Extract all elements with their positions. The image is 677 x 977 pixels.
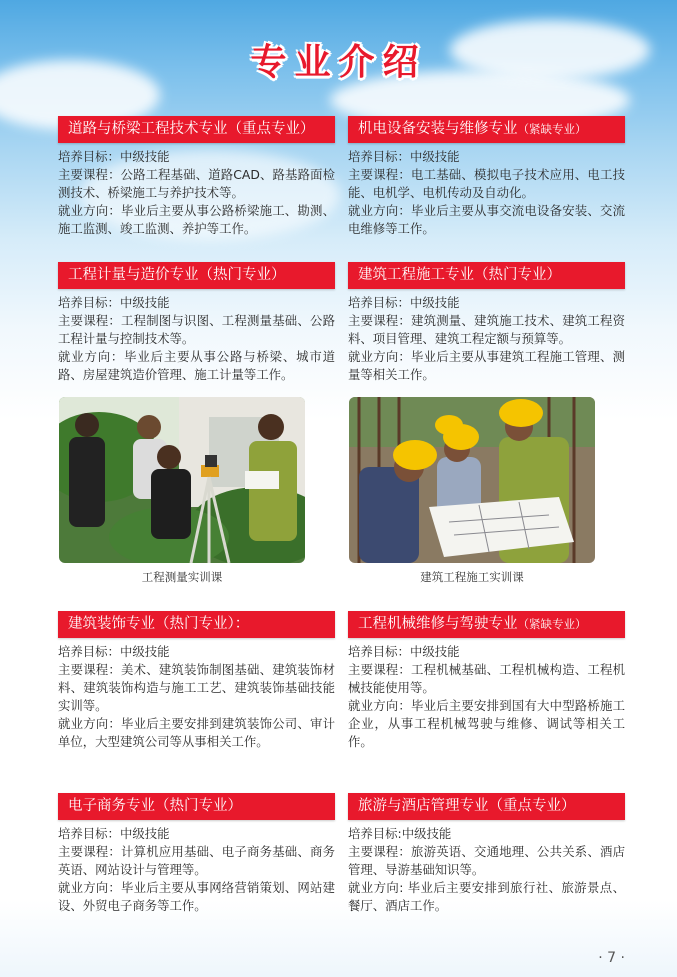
program-career: 就业方向：毕业后主要从事建筑工程施工管理、测量等相关工作。: [348, 349, 625, 382]
program-header: 建筑工程施工专业（热门专业）: [348, 262, 625, 289]
program-section: [58, 793, 335, 915]
program-courses: 主要课程：工程制图与识图、工程测量基础、公路工程计量与控制技术等。: [58, 313, 335, 346]
program-career: 就业方向：毕业后主要从事公路与桥梁、城市道路、房屋建筑造价管理、施工计量等工作。: [58, 349, 335, 382]
construction-illustration: [349, 397, 595, 563]
program-header: 旅游与酒店管理专业（重点专业）: [348, 793, 625, 820]
program-career: 就业方向: 毕业后主要安排到旅行社、旅游景点、餐厅、酒店工作。: [348, 880, 625, 913]
program-career: 就业方向：毕业后主要安排到建筑装饰公司、审计单位，大型建筑公司等从事相关工作。: [58, 716, 335, 749]
page-title: 专业介绍: [250, 41, 427, 83]
program-section: [58, 611, 335, 751]
program-career: 就业方向：毕业后主要从事交流电设备安装、交流电维修等工作。: [348, 203, 625, 236]
program-goal: 培养目标：中级技能: [58, 644, 170, 659]
page-number: · 7 ·: [598, 950, 625, 966]
surveying-illustration: [59, 397, 305, 563]
program-section: [58, 262, 335, 384]
program-header: 工程机械维修与驾驶专业（紧缺专业）: [348, 611, 625, 638]
program-courses: 主要课程：公路工程基础、道路CAD、路基路面检测技术、桥梁施工与养护技术等。: [58, 167, 335, 200]
program-section: [58, 116, 335, 238]
program-goal: 培养目标：中级技能: [348, 295, 460, 310]
program-courses: 主要课程：电工基础、模拟电子技术应用、电工技能、电机学、电机传动及自动化。: [348, 167, 625, 200]
surveying-photo: [59, 397, 305, 563]
program-header: 建筑装饰专业（热门专业）：: [58, 611, 335, 638]
program-courses: 主要课程：美术、建筑装饰制图基础、建筑装饰材料、建筑装饰构造与施工工艺、建筑装饰基础技能实训等。: [58, 662, 335, 713]
program-section: [348, 116, 625, 238]
program-header: 道路与桥梁工程技术专业（重点专业）: [58, 116, 335, 143]
program-goal: 培养目标：中级技能: [58, 826, 170, 841]
photo-caption: 建筑工程施工实训课: [420, 570, 524, 584]
program-courses: 主要课程：计算机应用基础、电子商务基础、商务英语、网站设计与管理等。: [58, 844, 335, 877]
program-section: [348, 793, 625, 915]
program-courses: 主要课程：工程机械基础、工程机械构造、工程机械技能使用等。: [348, 662, 625, 695]
program-section: [348, 262, 625, 384]
program-goal: 培养目标：中级技能: [58, 295, 170, 310]
program-header: 工程计量与造价专业（热门专业）: [58, 262, 335, 289]
program-courses: 主要课程：建筑测量、建筑施工技术、建筑工程资料、项目管理、建筑工程定额与预算等。: [348, 313, 625, 346]
program-goal: 培养目标：中级技能: [58, 149, 170, 164]
program-courses: 主要课程：旅游英语、交通地理、公共关系、酒店管理、导游基础知识等。: [348, 844, 625, 877]
program-career: 就业方向：毕业后主要从事网络营销策划、网站建设、外贸电子商务等工作。: [58, 880, 335, 913]
program-header: 电子商务专业（热门专业）: [58, 793, 335, 820]
photo-caption: 工程测量实训课: [141, 570, 223, 584]
construction-photo: [349, 397, 595, 563]
program-goal: 培养目标：中级技能: [348, 149, 460, 164]
program-goal: 培养目标:中级技能: [348, 826, 452, 841]
program-career: 就业方向：毕业后主要安排到国有大中型路桥施工企业，从事工程机械驾驶与维修、调试等相关工作。: [348, 698, 625, 749]
program-goal: 培养目标：中级技能: [348, 644, 460, 659]
program-career: 就业方向：毕业后主要从事公路桥梁施工、勘测、施工监测、竣工监测、养护等工作。: [58, 203, 335, 236]
program-section: [348, 611, 625, 751]
program-header: 机电设备安装与维修专业（紧缺专业）: [348, 116, 625, 143]
